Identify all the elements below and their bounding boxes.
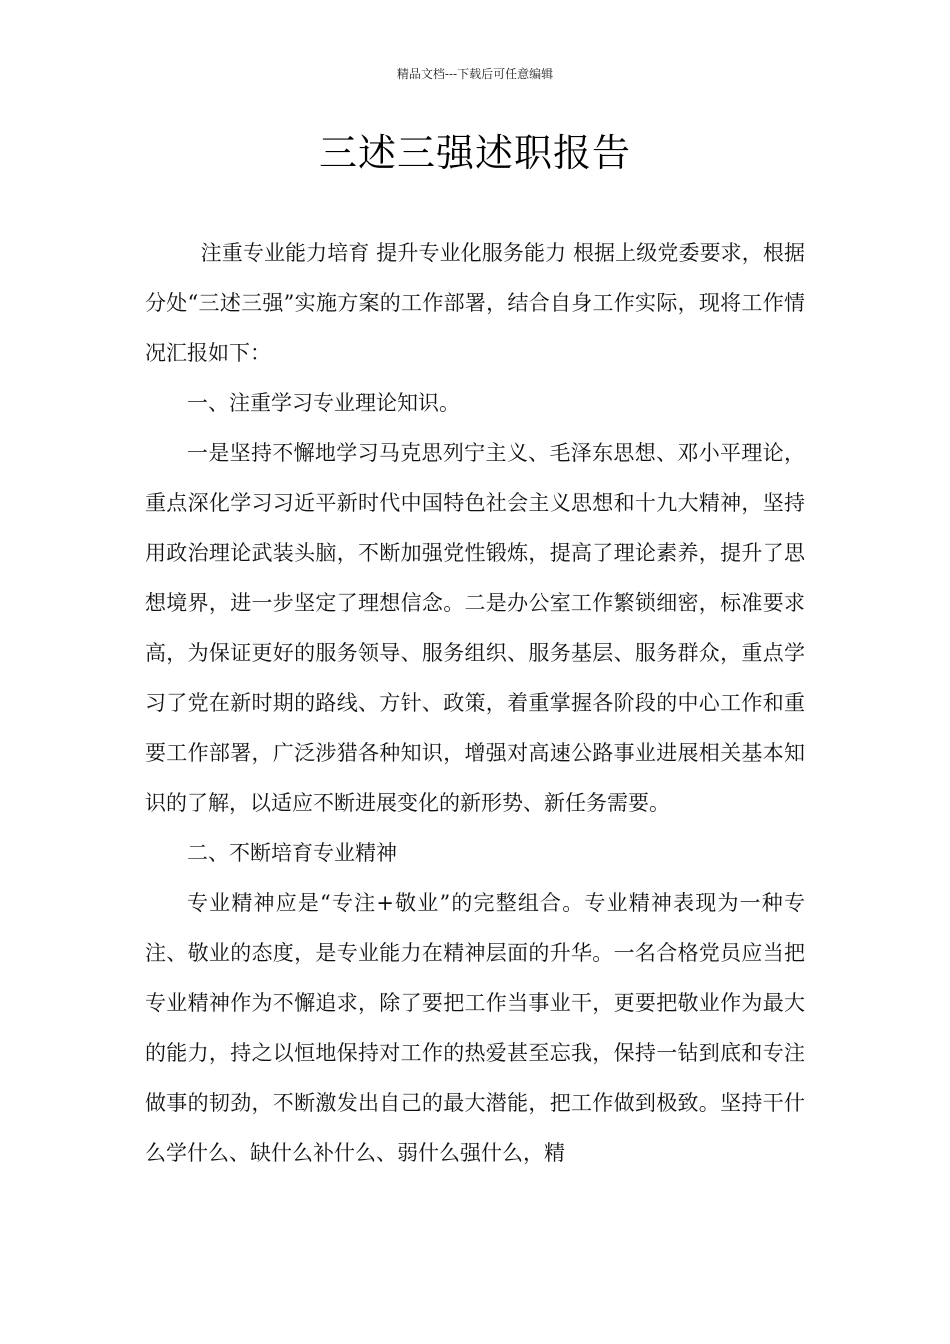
page-header-note: 精品文档---下载后可任意编辑 [396, 67, 554, 81]
document-title: 三述三强述职报告 [318, 131, 631, 175]
paragraph-section-1: 一是坚持不懈地学习马克思列宁主义、毛泽东思想、邓小平理论，重点深化学习习近平新时代中国特色社会主义思想和十九大精神，坚持用政治理论武装头脑，不断加强党性锻炼，提高了理论素养，提升了思想境界，进一步坚定了理想信念。二是办公室工作繁锁细密，标准要求高，为保证更好的服务领导、服务组织、服务基层、服务群众，重点学习了党在新时期的路线、方针、政策，着重掌握各阶段的中心工作和重要工作部署，广泛涉猎各种知识，增强对高速公路事业进展相关基本知识的了解，以适应不断进展变化的新形势、新任务需要。 [145, 441, 805, 815]
paragraph-section-2: 专业精神应是“专注+敬业”的完整组合。专业精神表现为一种专注、敬业的态度，是专业能力在精神层面的升华。一名合格党员应当把专业精神作为不懈追求，除了要把工作当事业干，更要把敬业作为最大的能力，持之以恒地保持对工作的热爱甚至忘我，保持一钻到底和专注做事的韧劲，不断激发出自己的最大潜能，把工作做到极致。坚持干什么学什么、缺什么补什么、弱什么强什么，精 [145, 891, 805, 1165]
document-body [145, 228, 805, 1178]
section-heading-1: 一、注重学习专业理论知识。 [187, 391, 460, 415]
paragraph-intro: 注重专业能力培育 提升专业化服务能力 根据上级党委要求，根据分处“三述三强”实施方案的工作部署，结合自身工作实际，现将工作情况汇报如下： [145, 241, 805, 365]
section-heading-2: 二、不断培育专业精神 [187, 841, 397, 865]
